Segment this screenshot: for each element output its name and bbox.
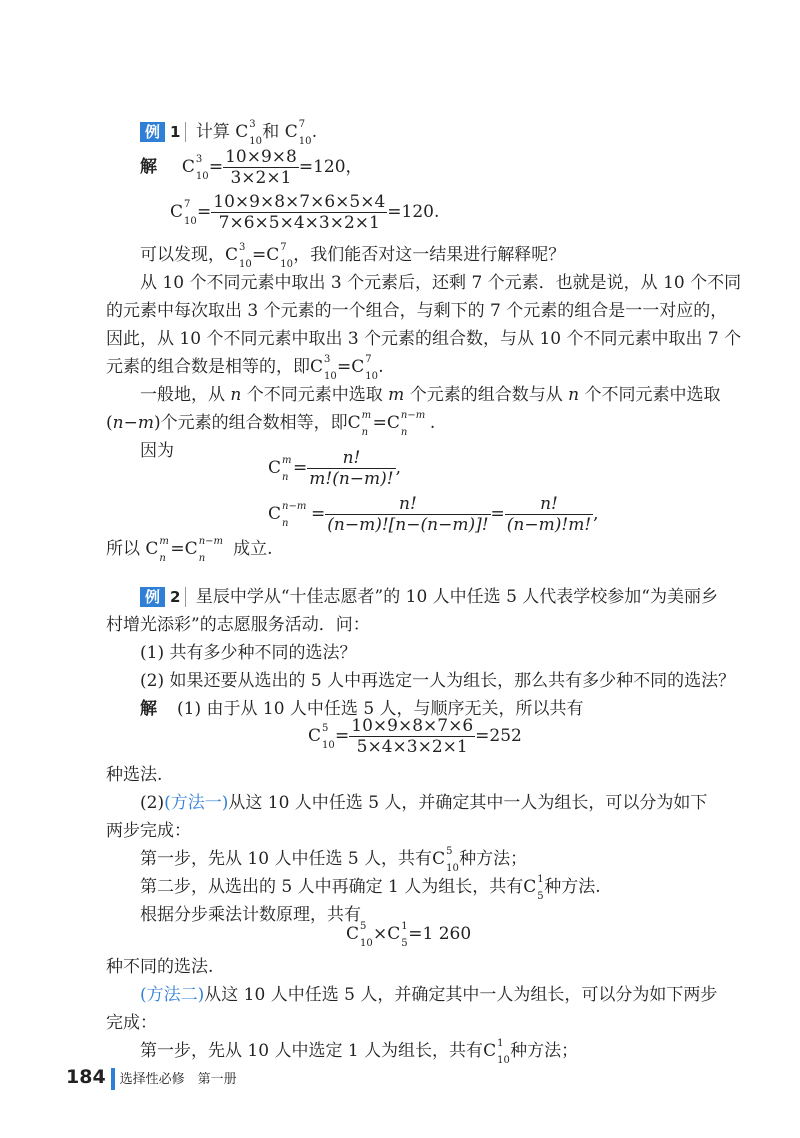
example-2-heading: 例 2 星辰中学从“十佳志愿者”的 10 人中任选 5 人代表学校参加“为美丽乡 (140, 582, 718, 607)
paragraph-line: 两步完成： (106, 821, 191, 841)
paragraph-line: 元素的组合数是相等的，即C 3 10 =C 7 10 . (106, 354, 384, 382)
paragraph-observation: 可以发现，C 3 10 =C 7 10 ，我们能否对这一结果进行解释呢？ (140, 242, 566, 270)
conclusion: 所以 C m n =C n−m n 成立. (106, 536, 273, 564)
paragraph-line: 种选法. (106, 765, 163, 785)
combination-c10-3: C 3 10 (235, 119, 263, 147)
example-number: 1 (165, 122, 186, 142)
paragraph-line: 从 10 个不同元素中取出 3 个元素后，还剩 7 个元素．也就是说，从 10 个不同 (140, 273, 742, 293)
question-2: (2) 如果还要从选出的 5 人中再选定一人为组长，那么共有多少种不同的选法？ (140, 671, 736, 691)
rule-line: 根据分步乘法计数原理，共有 (140, 905, 361, 925)
solution-label: 解 (140, 157, 157, 177)
paragraph-line: 村增光添彩”的志愿服务活动．问： (106, 615, 370, 635)
because-label: 因为 (140, 441, 174, 461)
page-number: 184 (66, 1066, 106, 1088)
paragraph-line: (n−m)个元素的组合数相等，即C m n =C n−m n . (106, 410, 436, 438)
book-title: 选择性必修 第一册 (119, 1072, 237, 1087)
footer-divider (111, 1068, 115, 1090)
method-1-label: (方法一) (164, 793, 229, 813)
combination-c10-7: C 7 10 (284, 119, 312, 147)
example-tag: 例 (140, 122, 165, 142)
question-text: 计算 (195, 122, 230, 142)
solution-line-2: C 7 10 = $\frac{10\times 9\times 8\times 7\times 6\times 5\times 4}{7\times 6\times 5\times 4\times 3\times 2\times 1}$ =120. (170, 192, 440, 233)
solution-line-1: 解 C 3 10 = $\frac{10\times 9\times 8}{3\times 2\times 1}$ =120， (140, 147, 363, 188)
paragraph-line: 完成： (106, 1013, 157, 1033)
solution-part-2: (2)(方法一)从这 10 人中任选 5 人，并确定其中一人为组长，可以分为如下 (140, 793, 708, 813)
method-2-label: (方法二) (140, 985, 205, 1005)
example-1-heading: 例 1 计算 C 3 10 和 C 7 10 . (140, 117, 317, 142)
paragraph-line: 种不同的选法. (106, 957, 214, 977)
solution-part-1: 解 (1) 由于从 10 人中任选 5 人，与顺序无关，所以共有 (140, 699, 584, 719)
paragraph-line: 一般地，从 n 个不同元素中选取 m 个元素的组合数与从 n 个不同元素中选取 (140, 385, 721, 405)
page-footer (66, 1066, 237, 1090)
solution-label: 解 (140, 699, 157, 719)
fraction: $\frac{10\times 9\times 8\times 7\times 6\times 5\times 4}{7\times 6\times 5\times 4\times 3\times 2\times 1}$ (213, 192, 386, 233)
formula-1: C m n = $\frac{n!}{m!(n-m)!}$ , (268, 448, 402, 489)
formula-2: C n−m n = $\frac{n!}{(n-m)![n-(n-m)]!}$ = $\frac{n!}{(n-m)!m!}$ , (268, 494, 599, 535)
example-tag: 例 (140, 587, 165, 607)
method-2-step-1: 第一步，先从 10 人中选定 1 人为组长，共有C 1 10 种方法； (140, 1038, 579, 1066)
formula-c10-5: C 5 10 = $\frac{10\times 9\times 8\times 7\times 6}{5\times 4\times 3\times 2\times 1}$ =252 (308, 716, 522, 757)
step-1: 第一步，先从 10 人中任选 5 人，共有C 5 10 种方法； (140, 846, 528, 874)
paragraph-line: 的元素中每次取出 3 个元素的一个组合，与剩下的 7 个元素的组合是一一对应的， (106, 301, 728, 321)
formula-product: C 5 10 ×C 1 5 =1 260 (346, 921, 472, 949)
method-2-line: (方法二)从这 10 人中任选 5 人，并确定其中一人为组长，可以分为如下两步 (140, 985, 718, 1005)
example-number: 2 (165, 587, 186, 607)
fraction: $\frac{10\times 9\times 8}{3\times 2\times 1}$ (225, 147, 297, 188)
step-2: 第二步，从选出的 5 人中再确定 1 人为组长，共有C 1 5 种方法. (140, 874, 601, 902)
paragraph-line: 因此，从 10 个不同元素中取出 3 个元素的组合数，与从 10 个不同元素中取出 7 个 (106, 329, 742, 349)
question-1: (1) 共有多少种不同的选法？ (140, 643, 357, 663)
